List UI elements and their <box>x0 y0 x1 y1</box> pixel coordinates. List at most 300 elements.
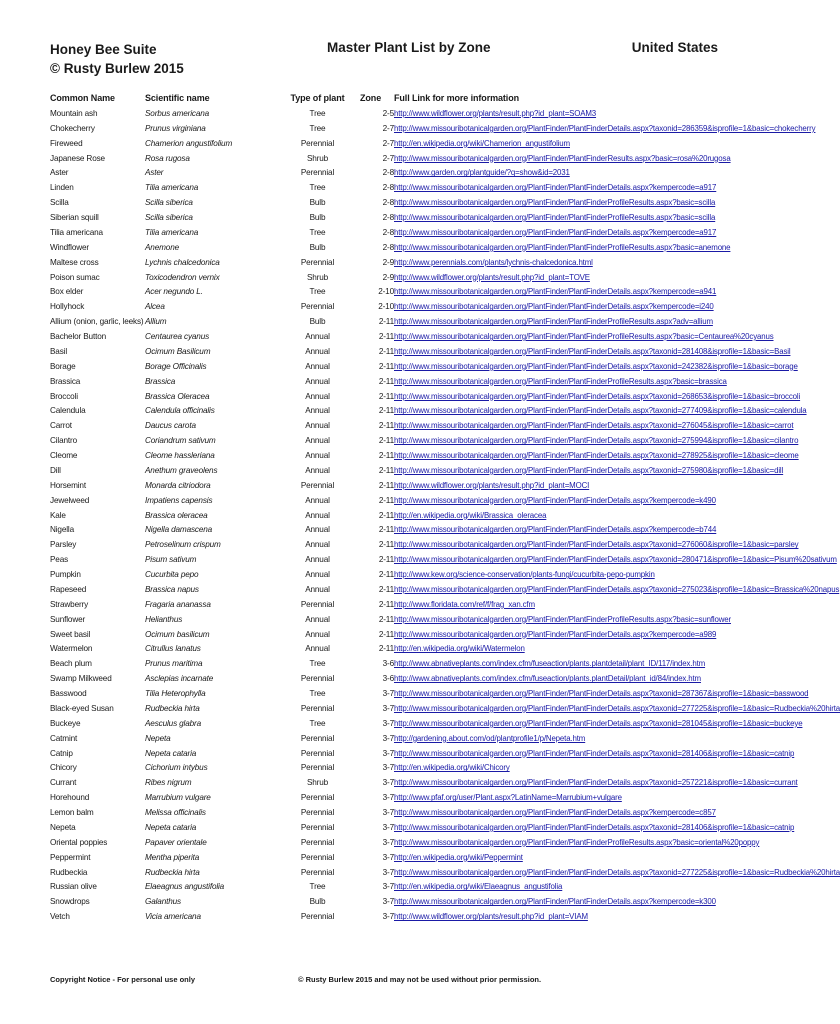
zone-cell: 2-11 <box>378 332 394 342</box>
plant-type-cell: Perennial <box>300 703 335 713</box>
scientific-name-cell: Tilia Heterophylla <box>145 689 206 699</box>
zone-cell: 2-11 <box>378 436 394 446</box>
zone-cell: 2-11 <box>378 421 394 431</box>
info-link-cell <box>394 329 774 344</box>
plant-type-cell: Tree <box>309 689 326 699</box>
plant-type-cell: Annual <box>305 361 330 371</box>
scientific-name-cell: Coriandrum sativum <box>145 436 216 446</box>
info-link[interactable]: http://gardening.about.com/od/plantprofile1/p/Nepeta.htm <box>394 733 586 743</box>
info-link[interactable]: http://www.missouribotanicalgarden.org/PlantFinder/PlantFinderProfileResults.aspx?adv=allium <box>394 317 713 327</box>
common-name-cell: Currant <box>50 778 77 788</box>
scientific-name-cell: Mentha piperita <box>145 852 200 862</box>
scientific-name-cell: Fragaria ananassa <box>145 599 211 609</box>
zone-cell: 2-8 <box>382 198 394 208</box>
plant-type-cell: Bulb <box>309 213 326 223</box>
zone-cell: 2-11 <box>378 614 394 624</box>
common-name-cell: Cleome <box>50 451 78 461</box>
info-link-cell <box>394 151 730 166</box>
scientific-name-cell: Brassica oleracea <box>145 510 208 520</box>
table-row <box>50 523 730 538</box>
plant-type-cell: Annual <box>305 465 330 475</box>
info-link-cell <box>394 880 730 895</box>
common-name-cell: Oriental poppies <box>50 837 108 847</box>
scientific-name-cell: Nepeta cataria <box>145 822 197 832</box>
info-link[interactable]: http://www.missouribotanicalgarden.org/PlantFinder/PlantFinderDetails.aspx?taxonid=277225&isprofile=1&basic=Rudbeckia%20hirta <box>394 867 840 877</box>
column-header-link: Full Link for more information <box>394 92 519 103</box>
info-link[interactable]: http://en.wikipedia.org/wiki/Chicory <box>394 763 510 773</box>
info-link-cell <box>394 121 816 136</box>
info-link[interactable]: http://www.missouribotanicalgarden.org/PlantFinder/PlantFinderDetails.aspx?taxonid=277409&isprofile=1&basic=calendula <box>394 406 807 416</box>
table-row <box>50 761 730 776</box>
info-link-cell <box>394 299 730 314</box>
zone-cell: 2-8 <box>382 242 394 252</box>
info-link[interactable]: http://www.missouribotanicalgarden.org/PlantFinder/PlantFinderDetails.aspx?kempercode=a917 <box>394 183 717 193</box>
scientific-name-cell: Allium <box>145 317 167 327</box>
table-row <box>50 478 730 493</box>
info-link[interactable]: http://www.missouribotanicalgarden.org/PlantFinder/PlantFinderProfileResults.aspx?basic=scilla <box>394 213 716 223</box>
plant-type-cell: Perennial <box>300 822 335 832</box>
scientific-name-cell: Cucurbita pepo <box>145 570 199 580</box>
info-link[interactable]: http://en.wikipedia.org/wiki/Chamerion_angustifolium <box>394 138 570 148</box>
table-row <box>50 627 730 642</box>
table-row <box>50 314 730 329</box>
plant-type-cell: Perennial <box>300 793 335 803</box>
zone-cell: 3-7 <box>382 748 394 758</box>
info-link[interactable]: http://www.missouribotanicalgarden.org/PlantFinder/PlantFinderDetails.aspx?taxonid=277225&isprofile=1&basic=Rudbeckia%20hirta <box>394 703 840 713</box>
info-link[interactable]: http://en.wikipedia.org/wiki/Elaeagnus_angustifolia <box>394 882 563 892</box>
info-link-cell <box>394 850 730 865</box>
info-link[interactable]: http://www.kew.org/science-conservation/plants-fungi/cucurbita-pepo-pumpkin <box>394 570 655 580</box>
plant-type-cell: Tree <box>309 183 326 193</box>
info-link-cell <box>394 865 840 880</box>
common-name-cell: Jewelweed <box>50 495 90 505</box>
scientific-name-cell: Nepeta <box>145 733 171 743</box>
table-row <box>50 731 730 746</box>
common-name-cell: Box elder <box>50 287 84 297</box>
info-link-cell <box>394 463 784 478</box>
zone-cell: 2-11 <box>378 570 394 580</box>
info-link-cell <box>394 820 795 835</box>
table-row <box>50 909 730 924</box>
zone-cell: 3-7 <box>382 808 394 818</box>
info-link-cell <box>394 180 730 195</box>
table-row <box>50 701 730 716</box>
scientific-name-cell: Nigella damascena <box>145 525 213 535</box>
plant-type-cell: Perennial <box>300 837 335 847</box>
info-link[interactable]: http://www.missouribotanicalgarden.org/PlantFinder/PlantFinderDetails.aspx?taxonid=281408&isprofile=1&basic=Basil <box>394 346 791 356</box>
info-link-cell <box>394 225 730 240</box>
info-link[interactable]: http://en.wikipedia.org/wiki/Peppermint <box>394 852 523 862</box>
scientific-name-cell: Anemone <box>145 242 179 252</box>
table-row <box>50 790 730 805</box>
zone-cell: 2-7 <box>382 153 394 163</box>
scientific-name-cell: Rosa rugosa <box>145 153 190 163</box>
common-name-cell: Hollyhock <box>50 302 85 312</box>
scientific-name-cell: Chamerion angustifolium <box>145 138 233 148</box>
info-link-cell <box>394 805 730 820</box>
site-title: Honey Bee Suite <box>50 42 157 57</box>
table-row <box>50 225 730 240</box>
plant-type-cell: Perennial <box>300 674 335 684</box>
plant-type-cell: Annual <box>305 451 330 461</box>
info-link[interactable]: http://www.missouribotanicalgarden.org/PlantFinder/PlantFinderDetails.aspx?taxonid=280471&isprofile=1&basic=Pisum%20sativum <box>394 555 837 565</box>
scientific-name-cell: Ribes nigrum <box>145 778 192 788</box>
zone-cell: 2-11 <box>378 451 394 461</box>
common-name-cell: Dill <box>50 465 61 475</box>
info-link[interactable]: http://www.missouribotanicalgarden.org/PlantFinder/PlantFinderDetails.aspx?taxonid=287367&isprofile=1&basic=basswood <box>394 689 809 699</box>
info-link[interactable]: http://www.missouribotanicalgarden.org/PlantFinder/PlantFinderDetails.aspx?taxonid=281045&isprofile=1&basic=buckeye <box>394 718 803 728</box>
info-link[interactable]: http://www.missouribotanicalgarden.org/PlantFinder/PlantFinderDetails.aspx?taxonid=275994&isprofile=1&basic=cilantro <box>394 436 799 446</box>
common-name-cell: Broccoli <box>50 391 78 401</box>
document-title: Master Plant List by Zone <box>327 40 491 55</box>
zone-cell: 3-7 <box>382 763 394 773</box>
scientific-name-cell: Rudbeckia hirta <box>145 703 200 713</box>
info-link[interactable]: http://www.missouribotanicalgarden.org/PlantFinder/PlantFinderDetails.aspx?kempercode=c857 <box>394 808 716 818</box>
info-link-cell <box>394 523 730 538</box>
plant-type-cell: Annual <box>305 540 330 550</box>
common-name-cell: Kale <box>50 510 66 520</box>
common-name-cell: Horehound <box>50 793 90 803</box>
info-link[interactable]: http://www.floridata.com/ref/f/frag_xan.cfm <box>394 599 535 609</box>
common-name-cell: Sweet basil <box>50 629 91 639</box>
scientific-name-cell: Rudbeckia hirta <box>145 867 200 877</box>
info-link[interactable]: http://www.missouribotanicalgarden.org/PlantFinder/PlantFinderDetails.aspx?taxonid=281406&isprofile=1&basic=catnip <box>394 748 795 758</box>
info-link[interactable]: http://www.missouribotanicalgarden.org/PlantFinder/PlantFinderDetails.aspx?taxonid=276045&isprofile=1&basic=carrot <box>394 421 794 431</box>
zone-cell: 2-11 <box>378 555 394 565</box>
zone-cell: 2-11 <box>378 406 394 416</box>
info-link[interactable]: http://www.pfaf.org/user/Plant.aspx?LatinName=Marrubium+vulgare <box>394 793 622 803</box>
plant-type-cell: Tree <box>309 882 326 892</box>
info-link[interactable]: http://www.missouribotanicalgarden.org/PlantFinder/PlantFinderProfileResults.aspx?basic=oriental%20poppy <box>394 837 760 847</box>
info-link-cell <box>394 775 798 790</box>
common-name-cell: Borage <box>50 361 76 371</box>
scientific-name-cell: Brassica <box>145 376 176 386</box>
scientific-name-cell: Toxicodendron vernix <box>145 272 220 282</box>
table-row <box>50 270 730 285</box>
scientific-name-cell: Brassica napus <box>145 584 199 594</box>
plant-type-cell: Tree <box>309 108 326 118</box>
info-link[interactable]: http://www.wildflower.org/plants/result.php?id_plant=VIAM <box>394 912 588 922</box>
plant-type-cell: Tree <box>309 659 326 669</box>
common-name-cell: Watermelon <box>50 644 93 654</box>
plant-table <box>50 89 840 924</box>
table-row <box>50 404 730 419</box>
scientific-name-cell: Pisum sativum <box>145 555 197 565</box>
scientific-name-cell: Cichorium intybus <box>145 763 208 773</box>
scientific-name-cell: Daucus carota <box>145 421 196 431</box>
common-name-cell: Catnip <box>50 748 73 758</box>
plant-type-cell: Perennial <box>300 138 335 148</box>
zone-cell: 2-10 <box>378 302 394 312</box>
info-link[interactable]: http://www.missouribotanicalgarden.org/PlantFinder/PlantFinderDetails.aspx?taxonid=275980&isprofile=1&basic=dill <box>394 465 784 475</box>
common-name-cell: Basswood <box>50 689 87 699</box>
info-link[interactable]: http://www.garden.org/plantguide/?q=show&id=2031 <box>394 168 570 178</box>
info-link-cell <box>394 701 840 716</box>
plant-type-cell: Annual <box>305 644 330 654</box>
zone-cell: 2-7 <box>382 138 394 148</box>
table-row <box>50 180 730 195</box>
plant-type-cell: Annual <box>305 525 330 535</box>
scientific-name-cell: Tilia americana <box>145 183 199 193</box>
info-link[interactable]: http://www.missouribotanicalgarden.org/PlantFinder/PlantFinderDetails.aspx?kempercode=k300 <box>394 897 716 907</box>
plant-type-cell: Perennial <box>300 480 335 490</box>
scientific-name-cell: Prunus maritima <box>145 659 203 669</box>
zone-cell: 3-7 <box>382 837 394 847</box>
table-row <box>50 106 730 121</box>
info-link[interactable]: http://en.wikipedia.org/wiki/Watermelon <box>394 644 525 654</box>
scientific-name-cell: Brassica Oleracea <box>145 391 210 401</box>
scientific-name-cell: Citrullus lanatus <box>145 644 201 654</box>
scientific-name-cell: Aesculus glabra <box>145 718 202 728</box>
zone-cell: 3-7 <box>382 703 394 713</box>
table-row <box>50 448 730 463</box>
plant-type-cell: Perennial <box>300 852 335 862</box>
plant-type-cell: Annual <box>305 346 330 356</box>
info-link[interactable]: http://www.missouribotanicalgarden.org/PlantFinder/PlantFinderDetails.aspx?taxonid=276060&isprofile=1&basic=parsley <box>394 540 799 550</box>
table-row <box>50 552 730 567</box>
info-link-cell <box>394 909 730 924</box>
zone-cell: 2-11 <box>378 510 394 520</box>
scientific-name-cell: Vicia americana <box>145 912 201 922</box>
table-row <box>50 136 730 151</box>
table-row <box>50 686 730 701</box>
scientific-name-cell: Scilla siberica <box>145 213 193 223</box>
info-link[interactable]: http://www.missouribotanicalgarden.org/PlantFinder/PlantFinderDetails.aspx?taxonid=286359&isprofile=1&basic=chokecherry <box>394 123 816 133</box>
info-link[interactable]: http://en.wikipedia.org/wiki/Brassica_oleracea <box>394 510 547 520</box>
info-link-cell <box>394 746 795 761</box>
zone-cell: 2-8 <box>382 227 394 237</box>
common-name-cell: Bachelor Button <box>50 332 107 342</box>
table-row <box>50 299 730 314</box>
plant-type-cell: Bulb <box>309 317 326 327</box>
common-name-cell: Swamp Milkweed <box>50 674 112 684</box>
common-name-cell: Linden <box>50 183 74 193</box>
common-name-cell: Russian olive <box>50 882 97 892</box>
scientific-name-cell: Asclepias incarnate <box>145 674 214 684</box>
info-link[interactable]: http://www.wildflower.org/plants/result.php?id_plant=TOVE <box>394 272 590 282</box>
scientific-name-cell: Sorbus americana <box>145 108 210 118</box>
copyright-notice: Copyright Notice - For personal use only <box>50 975 196 984</box>
column-header-common-name: Common Name <box>50 92 115 103</box>
scientific-name-cell: Centaurea cyanus <box>145 332 210 342</box>
plant-type-cell: Tree <box>309 287 326 297</box>
scientific-name-cell: Borage Officinalis <box>145 361 207 371</box>
table-row <box>50 716 730 731</box>
info-link[interactable]: http://www.missouribotanicalgarden.org/PlantFinder/PlantFinderDetails.aspx?taxonid=275023&isprofile=1&basic=Brassica%20napus <box>394 584 840 594</box>
scientific-name-cell: Papaver orientale <box>145 837 207 847</box>
plant-type-cell: Annual <box>305 376 330 386</box>
info-link[interactable]: http://www.missouribotanicalgarden.org/PlantFinder/PlantFinderDetails.aspx?taxonid=278925&isprofile=1&basic=cleome <box>394 451 799 461</box>
plant-type-cell: Annual <box>305 406 330 416</box>
plant-type-cell: Tree <box>309 123 326 133</box>
info-link-cell <box>394 136 730 151</box>
table-row <box>50 567 730 582</box>
info-link[interactable]: http://www.abnativeplants.com/index.cfm/fuseaction/plants.plantDetail/plant_id/84/index.htm <box>394 674 701 684</box>
info-link[interactable]: http://www.missouribotanicalgarden.org/PlantFinder/PlantFinderDetails.aspx?taxonid=268653&isprofile=1&basic=broccoli <box>394 391 801 401</box>
plant-type-cell: Annual <box>305 614 330 624</box>
table-row <box>50 359 730 374</box>
scientific-name-cell: Ocimum Basilicum <box>145 346 211 356</box>
info-link-cell <box>394 627 730 642</box>
table-row <box>50 166 730 181</box>
info-link-cell <box>394 656 730 671</box>
common-name-cell: Carrot <box>50 421 72 431</box>
table-row <box>50 642 730 657</box>
info-link-cell <box>394 835 760 850</box>
common-name-cell: Maltese cross <box>50 257 99 267</box>
info-link[interactable]: http://www.missouribotanicalgarden.org/PlantFinder/PlantFinderProfileResults.aspx?basic=brassica <box>394 376 727 386</box>
plant-type-cell: Annual <box>305 629 330 639</box>
common-name-cell: Calendula <box>50 406 86 416</box>
table-row <box>50 671 730 686</box>
common-name-cell: Japanese Rose <box>50 153 105 163</box>
scientific-name-cell: Cleome hassleriana <box>145 451 215 461</box>
zone-cell: 2-11 <box>378 480 394 490</box>
table-row <box>50 850 730 865</box>
table-row <box>50 597 730 612</box>
table-row <box>50 746 730 761</box>
zone-cell: 3-7 <box>382 882 394 892</box>
info-link-cell <box>394 314 730 329</box>
info-link-cell <box>394 508 730 523</box>
common-name-cell: Vetch <box>50 912 70 922</box>
table-row <box>50 210 730 225</box>
info-link[interactable]: http://www.missouribotanicalgarden.org/PlantFinder/PlantFinderDetails.aspx?kempercode=a989 <box>394 629 717 639</box>
info-link[interactable]: http://www.missouribotanicalgarden.org/PlantFinder/PlantFinderDetails.aspx?kempercode=i240 <box>394 302 714 312</box>
table-row <box>50 537 730 552</box>
zone-cell: 3-7 <box>382 867 394 877</box>
plant-type-cell: Perennial <box>300 257 335 267</box>
table-row <box>50 344 730 359</box>
info-link[interactable]: http://www.missouribotanicalgarden.org/PlantFinder/PlantFinderProfileResults.aspx?basic=scilla <box>394 198 716 208</box>
table-header-row <box>50 89 730 106</box>
info-link-cell <box>394 404 807 419</box>
info-link[interactable]: http://www.perennials.com/plants/lychnis-chalcedonica.html <box>394 257 593 267</box>
info-link[interactable]: http://www.missouribotanicalgarden.org/PlantFinder/PlantFinderProfileResults.aspx?basic=sunflower <box>394 614 731 624</box>
zone-cell: 3-7 <box>382 778 394 788</box>
info-link[interactable]: http://www.missouribotanicalgarden.org/PlantFinder/PlantFinderDetails.aspx?taxonid=281406&isprofile=1&basic=catnip <box>394 822 795 832</box>
common-name-cell: Brassica <box>50 376 81 386</box>
zone-cell: 2-7 <box>382 123 394 133</box>
info-link-cell <box>394 374 730 389</box>
plant-type-cell: Annual <box>305 391 330 401</box>
info-link-cell <box>394 448 799 463</box>
info-link-cell <box>394 552 837 567</box>
table-row <box>50 508 730 523</box>
zone-cell: 2-11 <box>378 525 394 535</box>
common-name-cell: Nigella <box>50 525 74 535</box>
plant-type-cell: Bulb <box>309 897 326 907</box>
info-link[interactable]: http://www.missouribotanicalgarden.org/PlantFinder/PlantFinderDetails.aspx?kempercode=k490 <box>394 495 716 505</box>
column-header-type: Type of plant <box>290 92 345 103</box>
plant-type-cell: Bulb <box>309 198 326 208</box>
zone-cell: 2-11 <box>378 361 394 371</box>
info-link[interactable]: http://www.missouribotanicalgarden.org/PlantFinder/PlantFinderDetails.aspx?taxonid=242382&isprofile=1&basic=borage <box>394 361 798 371</box>
common-name-cell: Aster <box>50 168 69 178</box>
info-link[interactable]: http://www.missouribotanicalgarden.org/PlantFinder/PlantFinderDetails.aspx?kempercode=a917 <box>394 227 717 237</box>
scientific-name-cell: Prunus virginiana <box>145 123 206 133</box>
info-link-cell <box>394 761 730 776</box>
scientific-name-cell: Galanthus <box>145 897 181 907</box>
info-link[interactable]: http://www.missouribotanicalgarden.org/PlantFinder/PlantFinderDetails.aspx?kempercode=b744 <box>394 525 717 535</box>
common-name-cell: Rapeseed <box>50 584 87 594</box>
plant-type-cell: Annual <box>305 584 330 594</box>
scientific-name-cell: Marrubium vulgare <box>145 793 211 803</box>
plant-type-cell: Perennial <box>300 599 335 609</box>
zone-cell: 2-9 <box>382 257 394 267</box>
info-link[interactable]: http://www.abnativeplants.com/index.cfm/fuseaction/plants.plantdetail/plant_ID/117/index.htm <box>394 659 706 669</box>
table-row <box>50 805 730 820</box>
info-link-cell <box>394 686 809 701</box>
zone-cell: 2-11 <box>378 495 394 505</box>
zone-cell: 2-11 <box>378 317 394 327</box>
common-name-cell: Cilantro <box>50 436 78 446</box>
zone-cell: 2-11 <box>378 465 394 475</box>
plant-type-cell: Tree <box>309 718 326 728</box>
plant-type-cell: Annual <box>305 570 330 580</box>
table-row <box>50 329 730 344</box>
zone-cell: 2-11 <box>378 629 394 639</box>
zone-cell: 3-6 <box>382 674 394 684</box>
plant-type-cell: Shrub <box>306 272 329 282</box>
zone-cell: 2-5 <box>382 108 394 118</box>
scientific-name-cell: Lychnis chalcedonica <box>145 257 220 267</box>
info-link-cell <box>394 567 730 582</box>
zone-cell: 2-11 <box>378 376 394 386</box>
table-row <box>50 894 730 909</box>
plant-type-cell: Annual <box>305 332 330 342</box>
zone-cell: 2-11 <box>378 599 394 609</box>
common-name-cell: Mountain ash <box>50 108 98 118</box>
info-link-cell <box>394 582 840 597</box>
zone-cell: 2-9 <box>382 272 394 282</box>
info-link-cell <box>394 716 803 731</box>
common-name-cell: Poison sumac <box>50 272 100 282</box>
info-link[interactable]: http://www.missouribotanicalgarden.org/PlantFinder/PlantFinderProfileResults.aspx?basic=Centaurea%20cyanus <box>394 332 774 342</box>
info-link-cell <box>394 642 730 657</box>
info-link-cell <box>394 195 730 210</box>
table-row <box>50 151 730 166</box>
info-link-cell <box>394 344 791 359</box>
scientific-name-cell: Tilia americana <box>145 227 199 237</box>
info-link-cell <box>394 478 730 493</box>
info-link[interactable]: http://www.missouribotanicalgarden.org/PlantFinder/PlantFinderDetails.aspx?taxonid=257221&isprofile=1&basic=currant <box>394 778 798 788</box>
info-link-cell <box>394 389 801 404</box>
common-name-cell: Horsemint <box>50 480 86 490</box>
scientific-name-cell: Petroselinum crispum <box>145 540 221 550</box>
info-link-cell <box>394 285 730 300</box>
zone-cell: 3-7 <box>382 689 394 699</box>
table-row <box>50 463 730 478</box>
table-row <box>50 374 730 389</box>
info-link[interactable]: http://www.missouribotanicalgarden.org/PlantFinder/PlantFinderResults.aspx?basic=rosa%20rugosa <box>394 153 731 163</box>
info-link[interactable]: http://www.wildflower.org/plants/result.php?id_plant=SOAM3 <box>394 108 597 118</box>
common-name-cell: Siberian squill <box>50 213 99 223</box>
common-name-cell: Black-eyed Susan <box>50 703 114 713</box>
info-link-cell <box>394 612 730 627</box>
plant-type-cell: Perennial <box>300 763 335 773</box>
scientific-name-cell: Helianthus <box>145 614 183 624</box>
table-row <box>50 835 730 850</box>
info-link[interactable]: http://www.wildflower.org/plants/result.php?id_plant=MOCI <box>394 480 590 490</box>
zone-cell: 2-8 <box>382 183 394 193</box>
info-link[interactable]: http://www.missouribotanicalgarden.org/PlantFinder/PlantFinderProfileResults.aspx?basic=anemone <box>394 242 731 252</box>
info-link[interactable]: http://www.missouribotanicalgarden.org/PlantFinder/PlantFinderDetails.aspx?kempercode=a941 <box>394 287 717 297</box>
scientific-name-cell: Acer negundo L. <box>145 287 203 297</box>
plant-type-cell: Tree <box>309 227 326 237</box>
plant-type-cell: Bulb <box>309 242 326 252</box>
common-name-cell: Windflower <box>50 242 89 252</box>
